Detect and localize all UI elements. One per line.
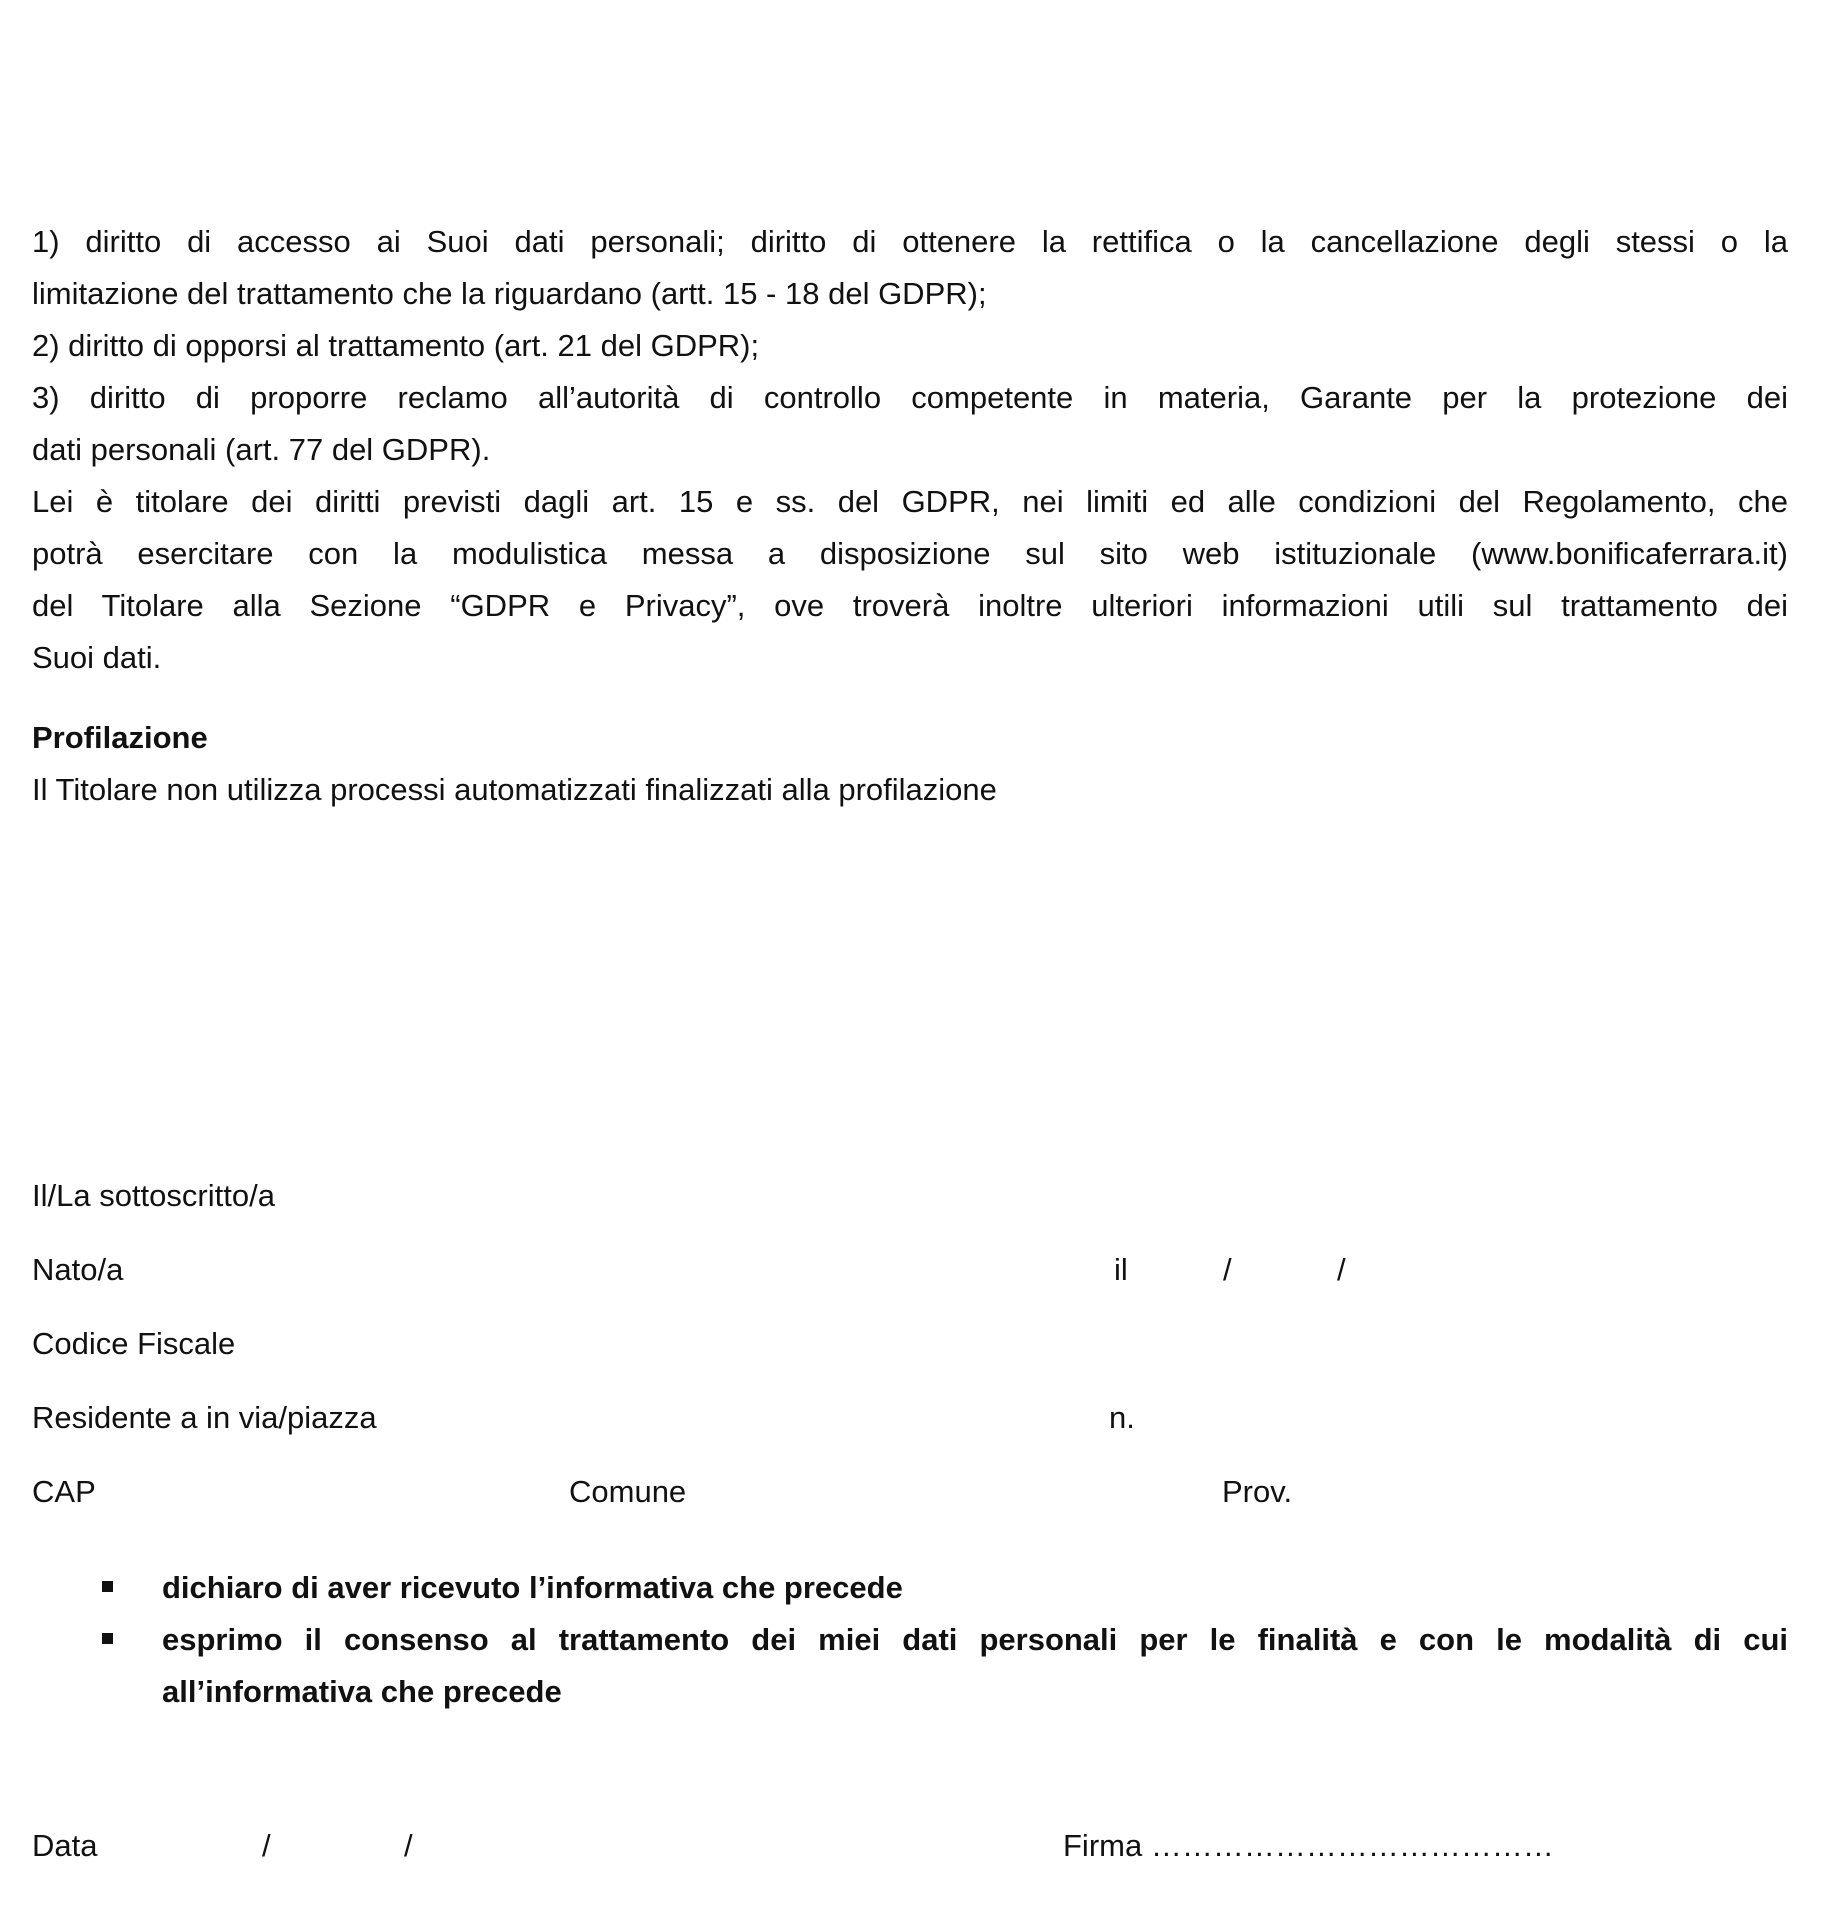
profilazione-heading: Profilazione bbox=[32, 720, 208, 755]
codice-fiscale-label: Codice Fiscale bbox=[32, 1326, 236, 1361]
profilazione-text: Il Titolare non utilizza processi automatizzati finalizzati alla profilazione bbox=[32, 772, 997, 807]
signature-date-slash-2: / bbox=[404, 1828, 413, 1863]
consent-text-line-1: esprimo il consenso al trattamento dei miei dati personali per le finalità e con le modalità di cui bbox=[162, 1622, 1788, 1657]
right-access-line-2: limitazione del trattamento che la riguardano (artt. 15 - 18 del GDPR); bbox=[32, 276, 987, 311]
nato-label: Nato/a bbox=[32, 1252, 124, 1287]
privacy-consent-page bbox=[32, 0, 1788, 1920]
square-bullet-icon bbox=[102, 1581, 113, 1592]
date-label: Data bbox=[32, 1828, 98, 1863]
signature-date-slash-1: / bbox=[262, 1828, 271, 1863]
declaration-received-item bbox=[32, 1562, 1788, 1614]
rights-paragraph-line-4: Suoi dati. bbox=[32, 640, 162, 675]
right-complaint-line-2: dati personali (art. 77 del GDPR). bbox=[32, 432, 491, 467]
province-label: Prov. bbox=[1222, 1474, 1293, 1509]
residence-label: Residente a in via/piazza bbox=[32, 1400, 377, 1435]
right-access-line-1: 1) diritto di accesso ai Suoi dati personali; diritto di ottenere la rettifica o la cancellazione degli stessi o la bbox=[32, 224, 1788, 259]
signature-line: Firma ………………………………… bbox=[1063, 1828, 1554, 1863]
rights-paragraph-line-3: del Titolare alla Sezione “GDPR e Privacy”, ove troverà inoltre ulteriori informazioni utili sul trattamento dei bbox=[32, 588, 1788, 623]
sottoscritto-label: Il/La sottoscritto/a bbox=[32, 1178, 275, 1213]
cap-label: CAP bbox=[32, 1474, 96, 1509]
rights-paragraph-line-2: potrà esercitare con la modulistica messa a disposizione sul sito web istituzionale (www.bonificaferrara.it) bbox=[32, 536, 1788, 571]
birth-date-label: il bbox=[1114, 1252, 1128, 1287]
consent-item bbox=[32, 1614, 1788, 1718]
square-bullet-icon bbox=[102, 1633, 113, 1644]
right-objection-line: 2) diritto di opporsi al trattamento (art. 21 del GDPR); bbox=[32, 328, 760, 363]
comune-label: Comune bbox=[569, 1474, 687, 1509]
house-number-label: n. bbox=[1109, 1400, 1135, 1435]
birth-date-slash-1: / bbox=[1223, 1252, 1232, 1287]
right-complaint-line-1: 3) diritto di proporre reclamo all’autorità di controllo competente in materia, Garante per la protezione dei bbox=[32, 380, 1788, 415]
consent-text-line-2: all’informativa che precede bbox=[162, 1674, 562, 1709]
declaration-received-text: dichiaro di aver ricevuto l’informativa che precede bbox=[162, 1570, 903, 1605]
rights-paragraph-line-1: Lei è titolare dei diritti previsti dagli art. 15 e ss. del GDPR, nei limiti ed alle condizioni del Regolamento, che bbox=[32, 484, 1788, 519]
birth-date-slash-2: / bbox=[1337, 1252, 1346, 1287]
